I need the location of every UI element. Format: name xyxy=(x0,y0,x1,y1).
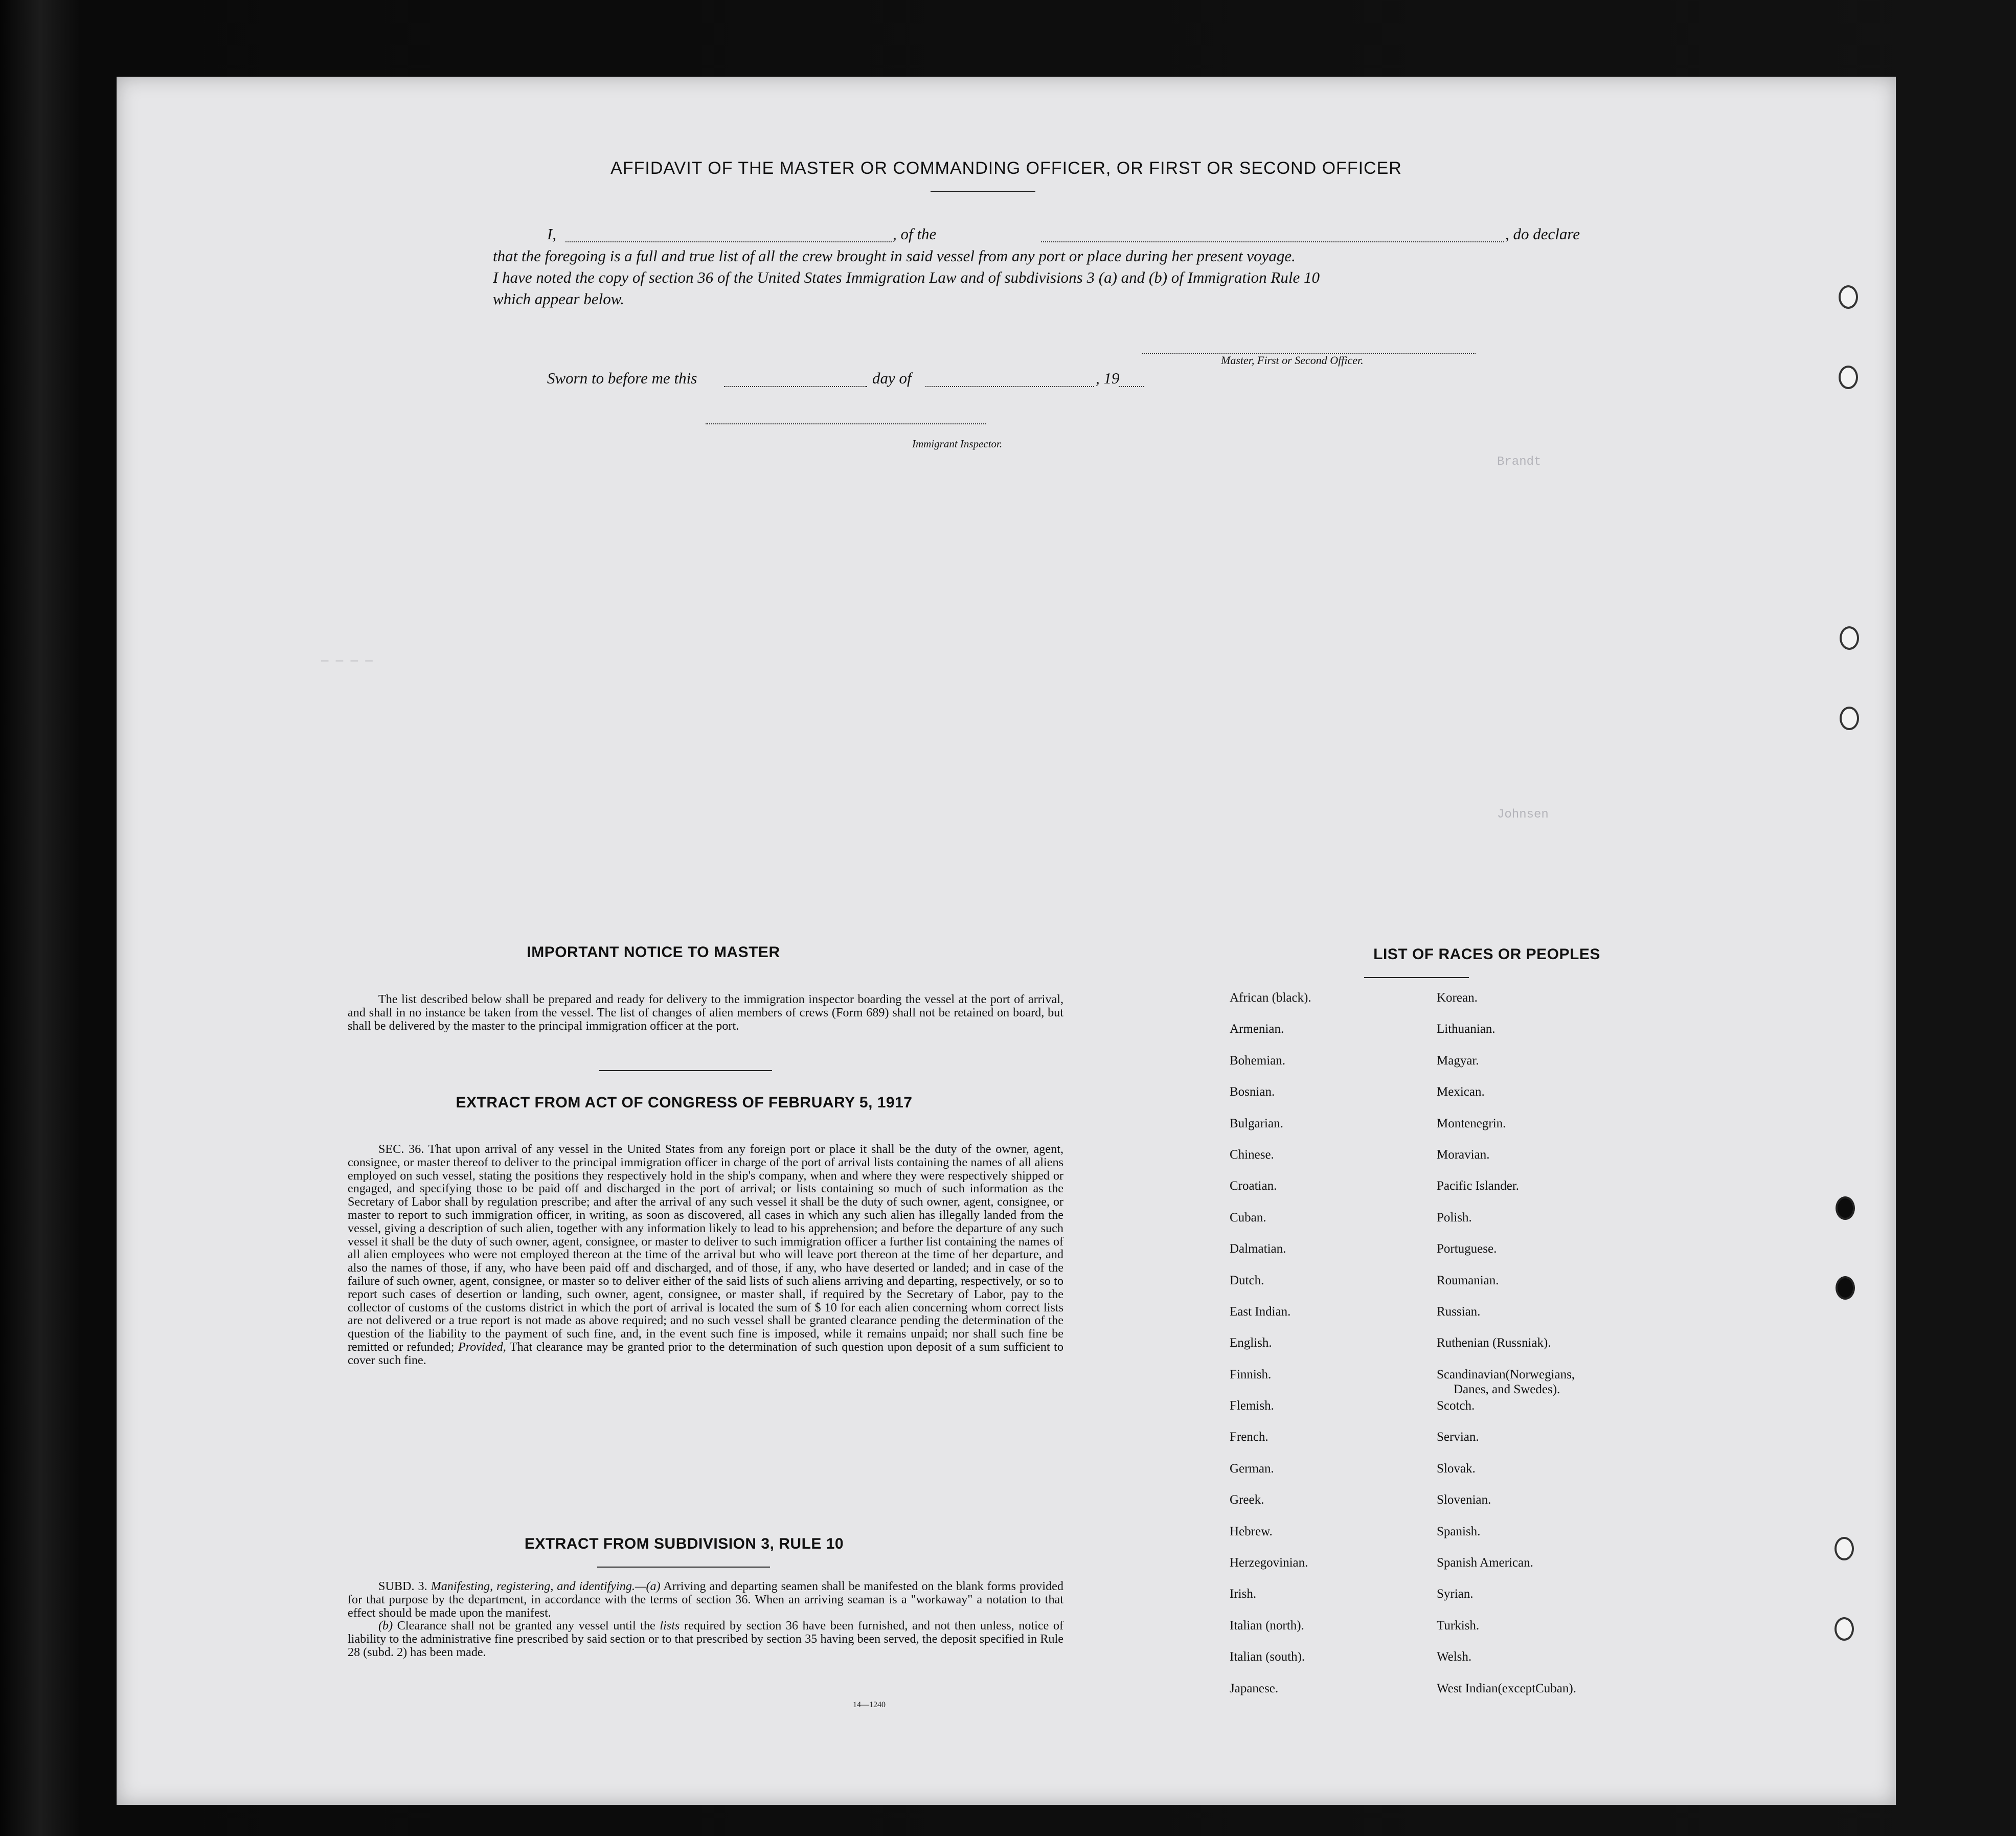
punch-hole-icon xyxy=(1834,1537,1854,1560)
race-item: Dutch. xyxy=(1230,1273,1264,1287)
race-item: Italian (south). xyxy=(1230,1650,1305,1664)
affidavit-line2: that the foregoing is a full and true list of all the crew brought in said vessel from any port or place during her present voyage. xyxy=(493,247,1296,265)
rule-body xyxy=(348,1580,1063,1659)
sworn-year-blank[interactable] xyxy=(1119,386,1144,387)
para-b-lists: lists xyxy=(660,1619,680,1633)
race-item: Mexican. xyxy=(1437,1085,1485,1099)
rule-title: EXTRACT FROM SUBDIVISION 3, RULE 10 xyxy=(524,1535,844,1552)
punch-hole-icon xyxy=(1840,626,1859,650)
inspector-signature-blank[interactable] xyxy=(706,423,986,424)
race-item: Welsh. xyxy=(1437,1650,1472,1664)
bleedthrough-mark: Brandt xyxy=(1497,455,1542,469)
race-item: Cuban. xyxy=(1230,1210,1266,1225)
punch-hole-icon xyxy=(1839,366,1858,389)
race-item: Irish. xyxy=(1230,1587,1257,1601)
sworn-day-label: day of xyxy=(872,369,912,387)
notice-title: IMPORTANT NOTICE TO MASTER xyxy=(527,944,780,961)
para-a: Arriving and departing seamen shall be manifested on the blank forms provided for that purpose by the department, in accordance with the terms of section 36. When an arriving seaman is a "workaway" a notation to that effect should be made upon the manifest. xyxy=(348,1579,1063,1620)
race-item: Chinese. xyxy=(1230,1147,1274,1162)
notice-body xyxy=(348,993,1063,1032)
race-item: German. xyxy=(1230,1461,1274,1476)
punch-hole-icon xyxy=(1834,1617,1854,1641)
act-proviso-word: Provided, xyxy=(458,1340,506,1354)
act-body xyxy=(348,1143,1063,1367)
subd-heading: Manifesting, registering, and identifying.—(a) xyxy=(431,1579,661,1593)
race-item: Spanish American. xyxy=(1437,1556,1533,1570)
race-item: Roumanian. xyxy=(1437,1273,1499,1287)
bleedthrough-mark: — — — — xyxy=(321,654,373,668)
race-item: Croatian. xyxy=(1230,1179,1277,1193)
punch-hole-icon xyxy=(1839,285,1858,309)
race-item: French. xyxy=(1230,1430,1269,1444)
race-item: Ruthenian (Russniak). xyxy=(1437,1336,1551,1350)
race-item: West Indian(exceptCuban). xyxy=(1437,1681,1576,1695)
race-item: Moravian. xyxy=(1437,1147,1490,1162)
race-item: Montenegrin. xyxy=(1437,1116,1506,1130)
divider xyxy=(599,1070,772,1071)
race-item: African (black). xyxy=(1230,991,1311,1005)
act-proviso-text: That clearance may be granted prior to the determination of such question upon deposit of a sum sufficient to cover such fine. xyxy=(348,1340,1063,1367)
race-item: Pacific Islander. xyxy=(1437,1179,1520,1193)
race-item: Spanish. xyxy=(1437,1524,1481,1538)
race-item: Russian. xyxy=(1437,1304,1481,1319)
race-item: Dalmatian. xyxy=(1230,1242,1286,1256)
inspector-label: Immigrant Inspector. xyxy=(912,438,1003,450)
race-item: Servian. xyxy=(1437,1430,1479,1444)
race-item: Polish. xyxy=(1437,1210,1472,1225)
scandinavian-continuation: Danes, and Swedes). xyxy=(1454,1382,1560,1396)
name-blank[interactable] xyxy=(565,241,892,242)
affidavit-title: AFFIDAVIT OF THE MASTER OR COMMANDING OFFICER, OR FIRST OR SECOND OFFICER xyxy=(610,158,1402,178)
race-item: Bohemian. xyxy=(1230,1053,1286,1068)
race-item: East Indian. xyxy=(1230,1304,1291,1319)
race-item: Japanese. xyxy=(1230,1681,1279,1695)
race-item: Armenian. xyxy=(1230,1022,1284,1036)
race-item: Hebrew. xyxy=(1230,1524,1273,1538)
sworn-month-blank[interactable] xyxy=(925,386,1094,387)
para-b-label: (b) xyxy=(378,1619,393,1633)
race-item: Slovak. xyxy=(1437,1461,1476,1476)
punch-hole-icon xyxy=(1840,707,1859,730)
affidavit-of: , of the xyxy=(893,225,937,243)
race-item: Syrian. xyxy=(1437,1587,1474,1601)
act-text: SEC. 36. That upon arrival of any vessel in the United States from any foreign port or place it shall be the duty of the owner, agent, consignee, or master thereof to deliver to the principal immigration officer in charge of the port of arrival lists containing the names of all aliens employed on such vessel, stating the positions they respectively hold in the ship's company, when and where they were respectively shipped or engaged, and specifying those to be paid off and discharged in the port of arrival; or lists containing so much of such information as the Secretary of Labor shall by regulation prescribe; and after the arrival of any such vessel it shall be the duty of such owner, agent, consignee, or master to report to such immigration officer, in writing, as soon as discovered, all cases in which any such alien has illegally landed from the vessel, giving a description of such alien, together with any information likely to lead to his apprehension; and before the departure of any such vessel it shall be the duty of such owner, agent, consignee, or master to deliver to such immigration officer a further list containing the names of all alien employees who were not employed thereon at the time of the arrival but who will leave port thereon at the time of her departure, and also the names of those, if any, who have been paid off and discharged, and of those, if any, who have deserted or landed; and in case of the failure of such owner, agent, consignee, or master so to deliver either of the said lists of such aliens arriving and departing, respectively, or so to report such cases of desertion or landing, such owner, agent, consignee, or master shall, if required by the Secretary of Labor, pay to the collector of customs of the customs district in which the port of arrival is located the sum of $ 10 for each alien concerning whom correct lists are not delivered or a true report is not made as above required; and no such vessel shall be granted clearance pending the determination of the question of the liability to the payment of such fine, and, in the event such fine is imposed, while it remains unpaid; nor shall such fine be remitted or refunded; xyxy=(348,1142,1063,1354)
form-number: 14—1240 xyxy=(853,1701,886,1709)
race-item: Flemish. xyxy=(1230,1399,1274,1413)
race-item: Lithuanian. xyxy=(1437,1022,1496,1036)
para-b-1: Clearance shall not be granted any vessel until the xyxy=(397,1619,655,1633)
master-label: Master, First or Second Officer. xyxy=(1221,354,1364,367)
bleedthrough-mark: Johnsen xyxy=(1497,808,1549,822)
race-item: English. xyxy=(1230,1336,1272,1350)
divider xyxy=(931,191,1035,192)
divider xyxy=(1364,977,1469,978)
sworn-prefix: Sworn to before me this xyxy=(547,369,697,387)
race-item: Scandinavian(Norwegians, xyxy=(1437,1367,1575,1381)
vessel-blank[interactable] xyxy=(1041,241,1504,242)
races-column-2 xyxy=(1437,991,1576,1713)
form-page xyxy=(117,77,1896,1805)
races-title: LIST OF RACES OR PEOPLES xyxy=(1373,946,1600,963)
affidavit-line4: which appear below. xyxy=(493,290,624,308)
race-item: Slovenian. xyxy=(1437,1493,1491,1507)
sworn-year: , 19 xyxy=(1096,369,1120,387)
divider xyxy=(597,1567,770,1568)
races-column-1 xyxy=(1230,991,1311,1713)
race-item: Italian (north). xyxy=(1230,1618,1304,1633)
race-item: Turkish. xyxy=(1437,1618,1480,1633)
race-item: Bulgarian. xyxy=(1230,1116,1283,1130)
race-item: Herzegovinian. xyxy=(1230,1556,1308,1570)
affidavit-declare: , do declare xyxy=(1505,225,1580,243)
act-title: EXTRACT FROM ACT OF CONGRESS OF FEBRUARY 5, 1917 xyxy=(456,1094,913,1111)
race-item: Greek. xyxy=(1230,1493,1264,1507)
race-item: Korean. xyxy=(1437,991,1478,1005)
punch-hole-icon xyxy=(1836,1196,1855,1220)
race-item: Magyar. xyxy=(1437,1053,1479,1068)
race-item: Portuguese. xyxy=(1437,1242,1497,1256)
notice-text: The list described below shall be prepared and ready for delivery to the immigration inspector boarding the vessel at the port of arrival, and shall in no instance be taken from the vessel. The list of changes of alien members of crews (Form 689) shall not be retained on board, but shall be delivered by the master to the principal immigration officer at the port. xyxy=(348,992,1063,1033)
punch-hole-icon xyxy=(1836,1276,1855,1300)
race-item: Bosnian. xyxy=(1230,1085,1275,1099)
race-item: Scotch. xyxy=(1437,1399,1475,1413)
affidavit-line3: I have noted the copy of section 36 of the United States Immigration Law and of subdivisions 3 (a) and (b) of Immigration Rule 10 xyxy=(493,268,1320,286)
race-item: Finnish. xyxy=(1230,1367,1272,1381)
affidavit-i: I, xyxy=(547,225,557,243)
sworn-day-blank[interactable] xyxy=(724,386,867,387)
para-b-2: required by section 36 have been furnished, and not then unless, notice of liability to the administrative fine prescribed by said section or to that prescribed by section 35 having been served, the deposit specified in Rule 28 (subd. 2) has been made. xyxy=(348,1619,1064,1659)
subd-prefix: SUBD. 3. xyxy=(378,1579,427,1593)
